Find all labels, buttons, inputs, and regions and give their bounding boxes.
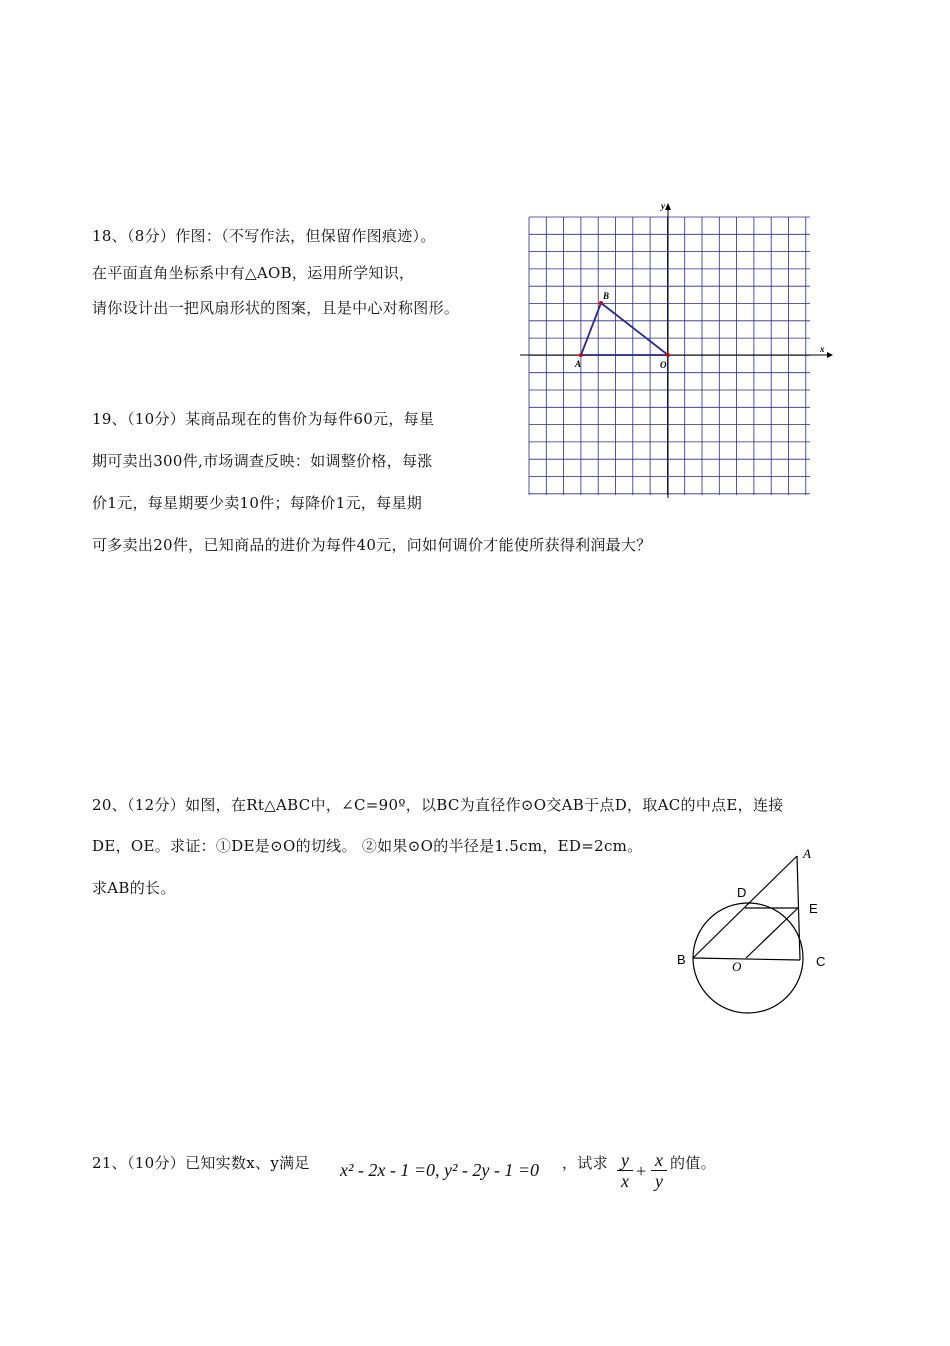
q21-fraction-y-over-x	[617, 1150, 633, 1191]
label-b: B	[677, 952, 686, 967]
q20-line-2: DE，OE。求证：①DE是⊙O的切线。 ②如果⊙O的半径是1.5cm，ED=2cm。	[92, 837, 643, 855]
label-d: D	[737, 885, 747, 900]
point-o	[666, 353, 670, 357]
x-axis-label: x	[820, 344, 825, 354]
q19-line-3: 价1元，每星期要少卖10件；每降价1元，每星期	[92, 494, 423, 512]
point-a-label: A	[575, 359, 582, 369]
q21-frac2-numerator: x	[655, 1150, 663, 1170]
circle-triangle-figure	[670, 840, 840, 1015]
coordinate-grid-figure	[515, 198, 835, 503]
y-axis-label: y	[661, 201, 665, 211]
point-b	[599, 301, 603, 305]
q21-fraction-x-over-y	[651, 1150, 667, 1191]
q21-prefix: 21、（10分）已知实数x、y满足	[92, 1154, 310, 1172]
q19-line-4: 可多卖出20件，已知商品的进价为每件40元，问如何调价才能使所获得利润最大？	[92, 536, 652, 554]
label-o: O	[732, 959, 742, 974]
label-c: C	[816, 954, 826, 969]
q21-suffix: 的值。	[670, 1154, 716, 1172]
q19-line-1: 19、（10分）某商品现在的售价为每件60元，每星	[92, 410, 435, 428]
q21-frac2-denominator: y	[655, 1171, 663, 1191]
segment-oe	[746, 908, 798, 958]
q21-frac1-denominator: x	[621, 1171, 629, 1191]
triangle-aob	[581, 303, 668, 355]
q21-plus: +	[636, 1161, 647, 1181]
q18-line-3: 请你设计出一把风扇形状的图案，且是中心对称图形。	[92, 299, 460, 317]
label-a: A	[803, 846, 811, 861]
q18-line-2: 在平面直角坐标系中有△AOB，运用所学知识，	[92, 264, 415, 282]
q18-line-1: 18、（8分）作图：（不写作法，但保留作图痕迹）。	[92, 227, 436, 245]
q21-equation: x² - 2x - 1 =0, y² - 2y - 1 =0	[340, 1160, 540, 1180]
label-e: E	[809, 901, 818, 916]
segment-ba	[693, 856, 797, 958]
q21-middle: ，试求	[562, 1154, 608, 1172]
q20-line-1: 20、（12分）如图，在Rt△ABC中，∠C=90º，以BC为直径作⊙O交AB于点D，取AC的中点E，连接	[92, 796, 784, 814]
q19-line-2: 期可卖出300件,市场调查反映：如调整价格，每涨	[92, 452, 433, 470]
point-o-label: O	[660, 360, 667, 370]
x-axis-arrow	[827, 352, 833, 358]
point-b-label: B	[603, 291, 610, 301]
q20-line-3: 求AB的长。	[92, 879, 176, 897]
y-axis-arrow	[665, 203, 671, 210]
q21-frac1-numerator: y	[621, 1150, 629, 1170]
point-a	[579, 353, 583, 357]
